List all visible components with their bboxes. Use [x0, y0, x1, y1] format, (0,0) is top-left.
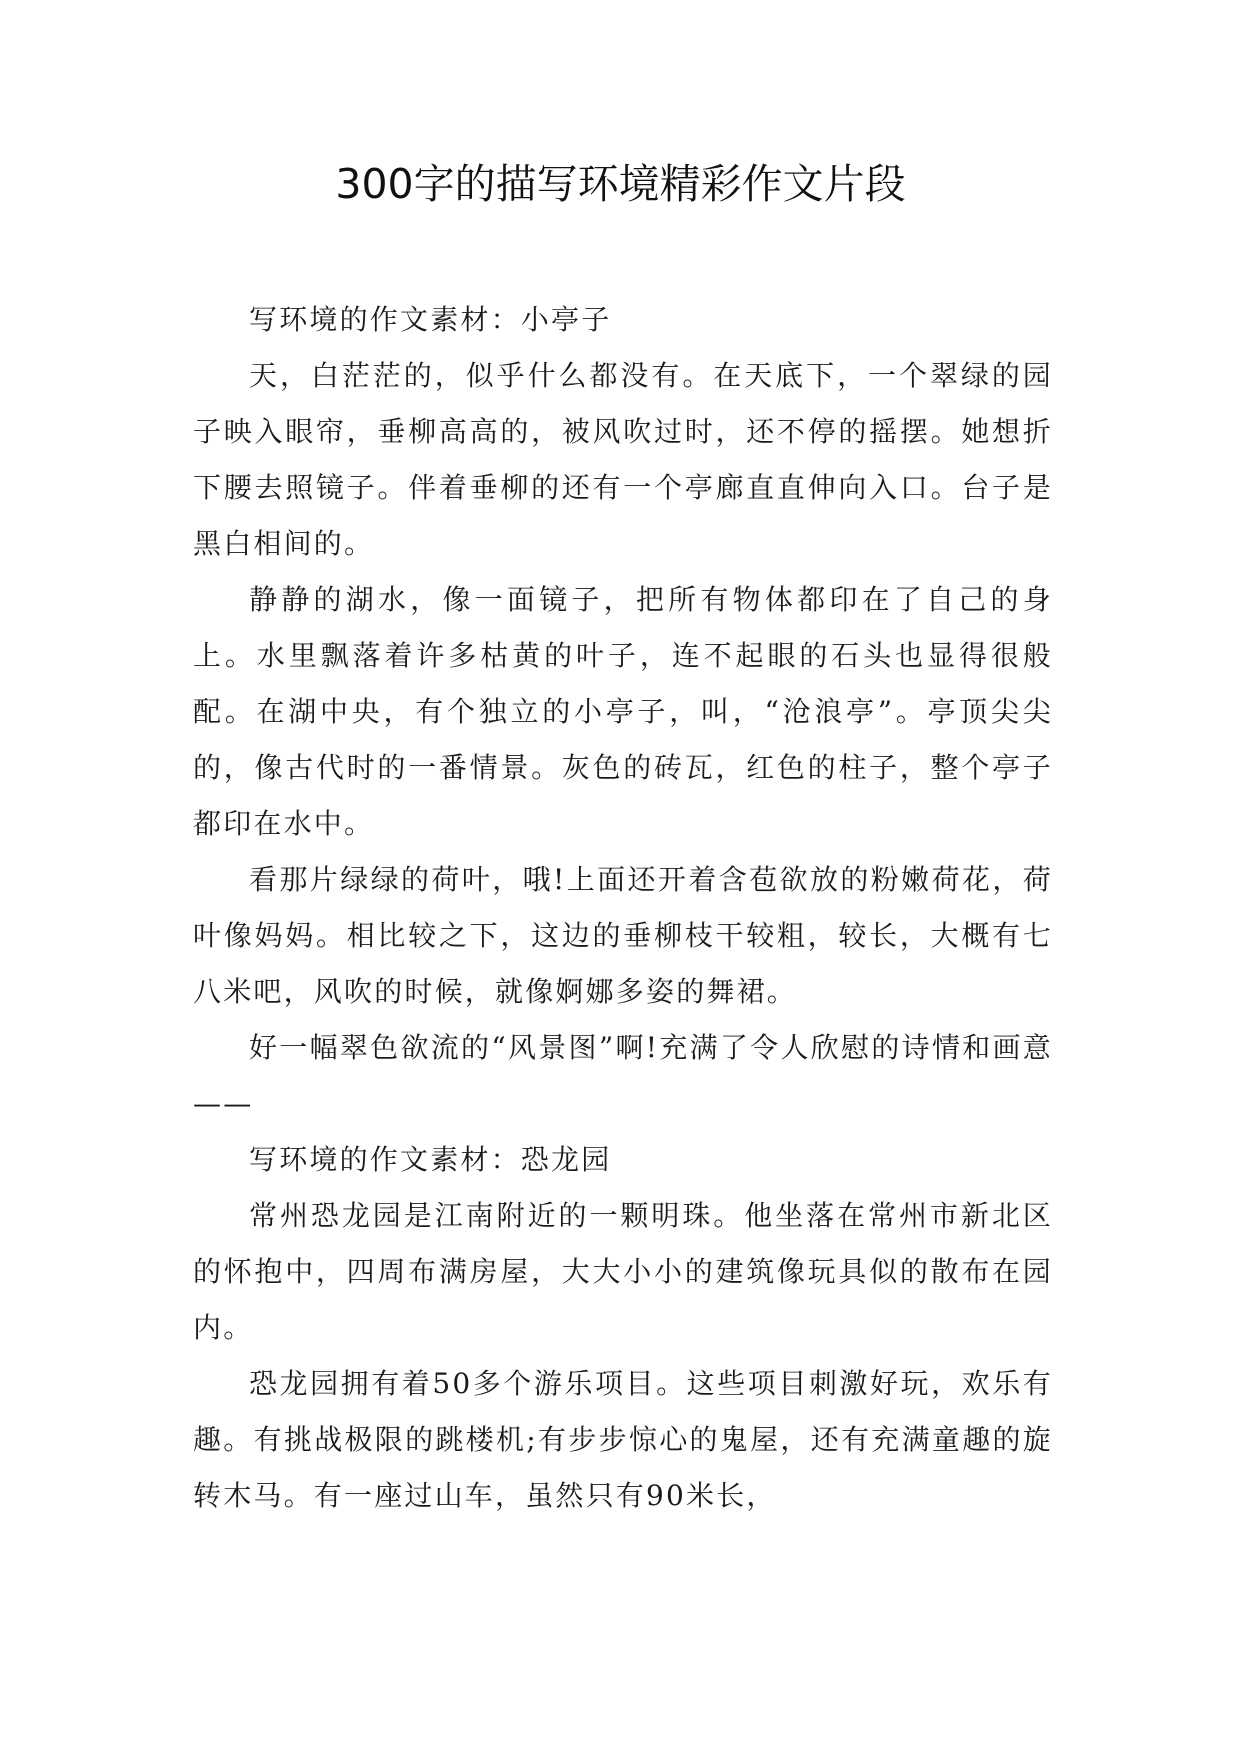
paragraph: 静静的湖水，像一面镜子，把所有物体都印在了自己的身上。水里飘落着许多枯黄的叶子，连不起眼的石头也显得很般配。在湖中央，有个独立的小亭子，叫，“沧浪亭”。亭顶尖尖的，像古代时的一番情景。灰色的砖瓦，红色的柱子，整个亭子都印在水中。 [193, 583, 1053, 840]
document-title: 300字的描写环境精彩作文片段 [335, 160, 906, 208]
paragraph: 恐龙园拥有着50多个游乐项目。这些项目刺激好玩，欢乐有趣。有挑战极限的跳楼机;有步步惊心的鬼屋，还有充满童趣的旋转木马。有一座过山车，虽然只有90米长， [193, 1367, 1053, 1512]
paragraph: 看那片绿绿的荷叶，哦!上面还开着含苞欲放的粉嫩荷花，荷叶像妈妈。相比较之下，这边的垂柳枝干较粗，较长，大概有七八米吧，风吹的时候，就像婀娜多姿的舞裙。 [193, 863, 1053, 1008]
paragraph: 好一幅翠色欲流的“风景图”啊!充满了令人欣慰的诗情和画意—— [193, 1031, 1053, 1120]
paragraph: 常州恐龙园是江南附近的一颗明珠。他坐落在常州市新北区的怀抱中，四周布满房屋，大大小小的建筑像玩具似的散布在园内。 [193, 1199, 1053, 1344]
paragraph: 天，白茫茫的，似乎什么都没有。在天底下，一个翠绿的园子映入眼帘，垂柳高高的，被风吹过时，还不停的摇摆。她想折下腰去照镜子。伴着垂柳的还有一个亭廊直直伸向入口。台子是黑白相间的。 [193, 359, 1053, 560]
document-body [193, 292, 1053, 1524]
paragraph-heading-pavilion: 写环境的作文素材：小亭子 [249, 303, 612, 336]
paragraph-heading-dinosaur-park: 写环境的作文素材：恐龙园 [249, 1143, 612, 1176]
